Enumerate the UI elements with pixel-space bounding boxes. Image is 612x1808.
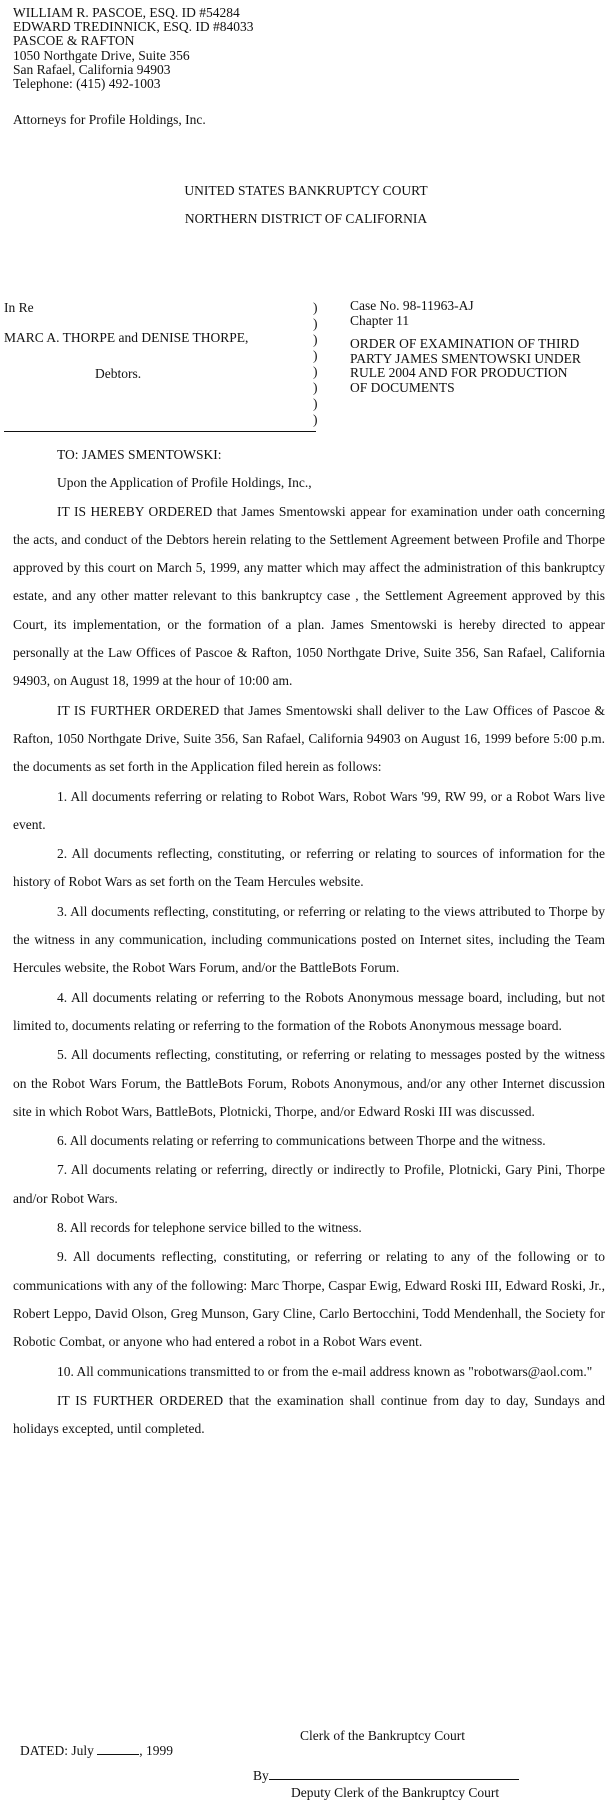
court-name: UNITED STATES BANKRUPTCY COURT — [184, 183, 428, 198]
document-item: 1. All documents referring or relating to Robot Wars, Robot Wars '99, RW 99, or a Robot Wars live event. — [13, 788, 605, 832]
order-title-line: PARTY JAMES SMENTOWSKI UNDER — [350, 350, 581, 366]
order-title-line: ORDER OF EXAMINATION OF THIRD — [350, 336, 580, 351]
header-line: San Rafael, California 94903 — [13, 61, 171, 77]
dated-year: , 1999 — [139, 1743, 173, 1758]
debtors-label: Debtors. — [95, 366, 142, 381]
by-label: By — [253, 1768, 269, 1783]
document-item: 2. All documents reflecting, constituting, or referring or relating to sources of information for the history of Robot Wars as set forth on the Team Hercules website. — [13, 846, 605, 890]
header-line: 1050 Northgate Drive, Suite 356 — [13, 47, 190, 63]
document-item: 5. All documents reflecting, constituting, or referring or relating to messages posted by the witness on the Robot Wars Forum, the BattleBots Forum, Robots Anonymous, and/or any other Internet discussion site in which Robot Wars, BattleBots, Plotnicki, Thorpe, and/or Edward Roski III was discussed. — [13, 1047, 605, 1119]
upon-application: Upon the Application of Profile Holdings, Inc., — [57, 475, 312, 491]
debtor-parties: MARC A. THORPE and DENISE THORPE, — [4, 330, 249, 345]
signature-blank — [269, 1769, 519, 1780]
order-title-line: RULE 2004 AND FOR PRODUCTION — [350, 365, 568, 380]
case-number: Case No. 98-11963-AJ — [350, 298, 474, 313]
clerk-label: Clerk of the Bankruptcy Court — [300, 1728, 465, 1743]
header-line: EDWARD TREDINNICK, ESQ. ID #84033 — [13, 19, 254, 35]
document-item: 7. All documents relating or referring, directly or indirectly to Profile, Plotnicki, Gary Pini, Thorpe and/or Robot Wars. — [13, 1162, 605, 1206]
case-info — [350, 299, 608, 395]
in-re: In Re — [4, 300, 34, 315]
document-item: 3. All documents reflecting, constituting, or referring or relating to the views attributed to Thorpe by the witness in any communication, including communications posted on Internet sites, including the Team Hercules website, the Robot Wars Forum, and/or the BattleBots Forum. — [13, 903, 605, 976]
order-paragraph: IT IS FURTHER ORDERED that the examination shall continue from day to day, Sundays and holidays excepted, until completed. — [13, 1392, 605, 1437]
addressee: TO: JAMES SMENTOWSKI: — [57, 447, 222, 462]
caption-left — [4, 300, 309, 382]
document-item: 4. All documents relating or referring to the Robots Anonymous message board, including, but not limited to, documents relating or referring to the formation of the Robots Anonymous message board. — [13, 989, 605, 1033]
document-item: 6. All documents relating or referring to communications between Thorpe and the witness. — [57, 1133, 546, 1149]
dated-label: DATED: July — [20, 1743, 94, 1758]
dated-line — [20, 1743, 173, 1759]
attorneys-for: Attorneys for Profile Holdings, Inc. — [13, 112, 206, 127]
header-line: Telephone: (415) 492-1003 — [13, 76, 161, 92]
order-title-line: OF DOCUMENTS — [350, 379, 455, 395]
court-district: NORTHERN DISTRICT OF CALIFORNIA — [184, 211, 428, 226]
date-blank — [97, 1754, 139, 1755]
attorney-header — [13, 6, 254, 91]
header-line: WILLIAM R. PASCOE, ESQ. ID #54284 — [13, 5, 240, 20]
document-item: 9. All documents reflecting, constituting, or referring or relating to any of the following or to communications with any of the following: Marc Thorpe, Caspar Ewig, Edward Roski III, Edward Roski, Jr., Robert Leppo, David Olson, Greg Munson, Gary Cline, Carlo Bertocchini, Todd Mendenhall, the Society for Robotic Combat, or anyone who had entered a robot in a Robot Wars event. — [13, 1249, 605, 1350]
order-paragraph: IT IS FURTHER ORDERED that James Smentowski shall deliver to the Law Offices of Pascoe & Rafton, 1050 Northgate Drive, Suite 356, San Rafael, California 94903 on August 16, 1999 before 5:00 p.m. the documents as set forth in the Application filed herein as follows: — [13, 702, 605, 775]
caption-parentheses: ) ) ) ) ) ) ) ) — [313, 300, 318, 427]
caption-divider — [4, 431, 316, 432]
order-paragraph: IT IS HEREBY ORDERED that James Smentowski appear for examination under oath concerning the acts, and conduct of the Debtors herein relating to the Settlement Agreement between Profile and Thorpe approved by this court on March 5, 1999, any matter which may affect the administration of this bankruptcy estate, and any other matter relevant to this bankruptcy case , the Settlement Agreement approved by this Court, its implementation, or the formation of a plan. James Smentowski is hereby directed to appear personally at the Law Offices of Pascoe & Rafton, 1050 Northgate Drive, Suite 356, San Rafael, California 94903, on August 18, 1999 at the hour of 10:00 am. — [13, 503, 605, 689]
order-body — [13, 441, 605, 1443]
deputy-clerk-label: Deputy Clerk of the Bankruptcy Court — [291, 1785, 500, 1800]
signature-line — [253, 1768, 519, 1784]
chapter: Chapter 11 — [350, 312, 410, 328]
document-item: 8. All records for telephone service billed to the witness. — [57, 1220, 362, 1236]
header-line: PASCOE & RAFTON — [13, 33, 135, 49]
document-item: 10. All communications transmitted to or from the e-mail address known as "robotwars@aol.com." — [57, 1363, 593, 1379]
